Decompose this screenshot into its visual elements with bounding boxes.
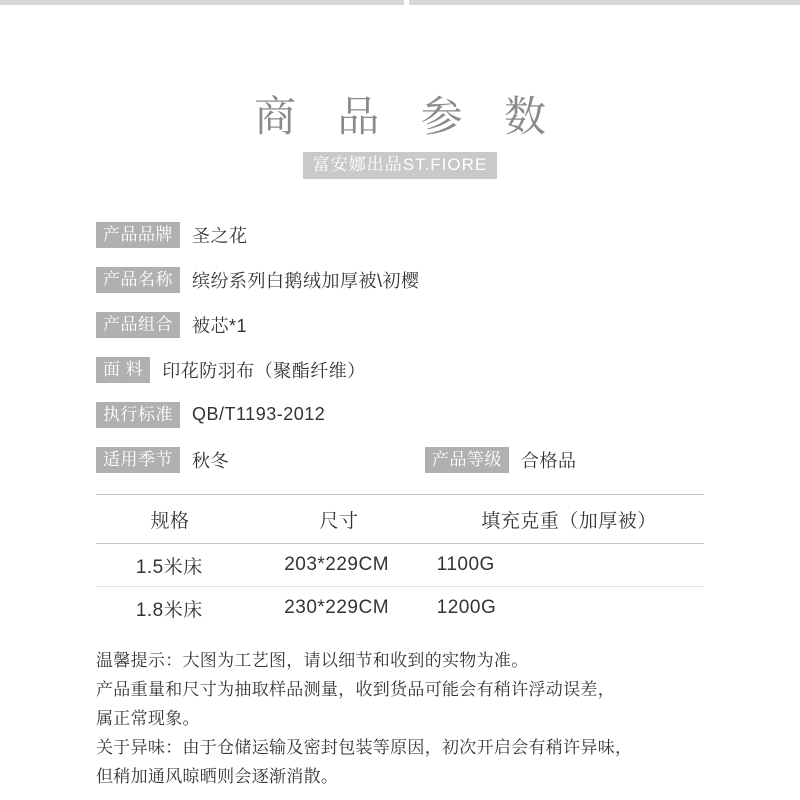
page-header (0, 90, 800, 179)
spec-value: 圣之花 (192, 225, 248, 246)
table-header-cell: 填充克重（加厚被） (481, 510, 657, 532)
note-line: 产品重量和尺寸为抽取样品测量，收到货品可能会有稍许浮动误差， (96, 680, 615, 699)
page-title: 商 品 参 数 (253, 92, 561, 141)
spec-row (96, 347, 716, 392)
top-decorative-strip (0, 0, 800, 5)
table-header-cell: 尺寸 (319, 510, 359, 532)
note-line: 温馨提示：大图为工艺图，请以细节和收到的实物为准。 (96, 651, 529, 670)
spec-label: 执行标准 (96, 402, 180, 428)
spec-label: 面 料 (96, 357, 150, 383)
note-line: 属正常现象。 (96, 709, 200, 728)
spec-row-split (96, 437, 716, 482)
table-cell-size: 1.5米床 (135, 556, 203, 578)
top-strip-segment-right (409, 0, 800, 5)
spec-value: 被芯*1 (192, 315, 248, 336)
page-subtitle-badge: 富安娜出品ST.FIORE (303, 152, 498, 179)
spec-label: 产品组合 (96, 312, 180, 338)
table-header-cell: 规格 (150, 510, 190, 532)
table-cell-fill-weight: 1100G (436, 554, 495, 575)
spec-label: 产品品牌 (96, 222, 180, 248)
top-strip-segment-left (0, 0, 404, 5)
table-header-row (96, 495, 704, 544)
note-line: 但稍加通风晾晒则会逐渐消散。 (96, 767, 339, 786)
spec-row (96, 212, 716, 257)
spec-label-season: 适用季节 (96, 447, 180, 473)
table-cell-fill-weight: 1200G (436, 597, 497, 618)
spec-label: 产品名称 (96, 267, 180, 293)
spec-row (96, 257, 716, 302)
spec-row (96, 392, 716, 437)
table-row (96, 544, 704, 587)
note-line: 关于异味：由于仓储运输及密封包装等原因，初次开启会有稍许异味， (96, 738, 633, 757)
spec-label-grade: 产品等级 (425, 447, 509, 473)
table-row (96, 587, 704, 629)
spec-list (96, 212, 716, 482)
notes-block (96, 646, 736, 791)
table-cell-dimension: 203*229CM (284, 554, 390, 575)
spec-value: 印花防羽布（聚酯纤维） (162, 360, 366, 381)
spec-value-grade: 合格品 (521, 450, 577, 471)
table-cell-size: 1.8米床 (135, 599, 203, 621)
table-cell-dimension: 230*229CM (284, 597, 390, 618)
spec-value: QB/T1193-2012 (192, 404, 326, 424)
spec-value-season: 秋冬 (192, 450, 229, 471)
spec-row (96, 302, 716, 347)
size-table (96, 494, 704, 629)
spec-value: 缤纷系列白鹅绒加厚被\初樱 (192, 270, 420, 291)
